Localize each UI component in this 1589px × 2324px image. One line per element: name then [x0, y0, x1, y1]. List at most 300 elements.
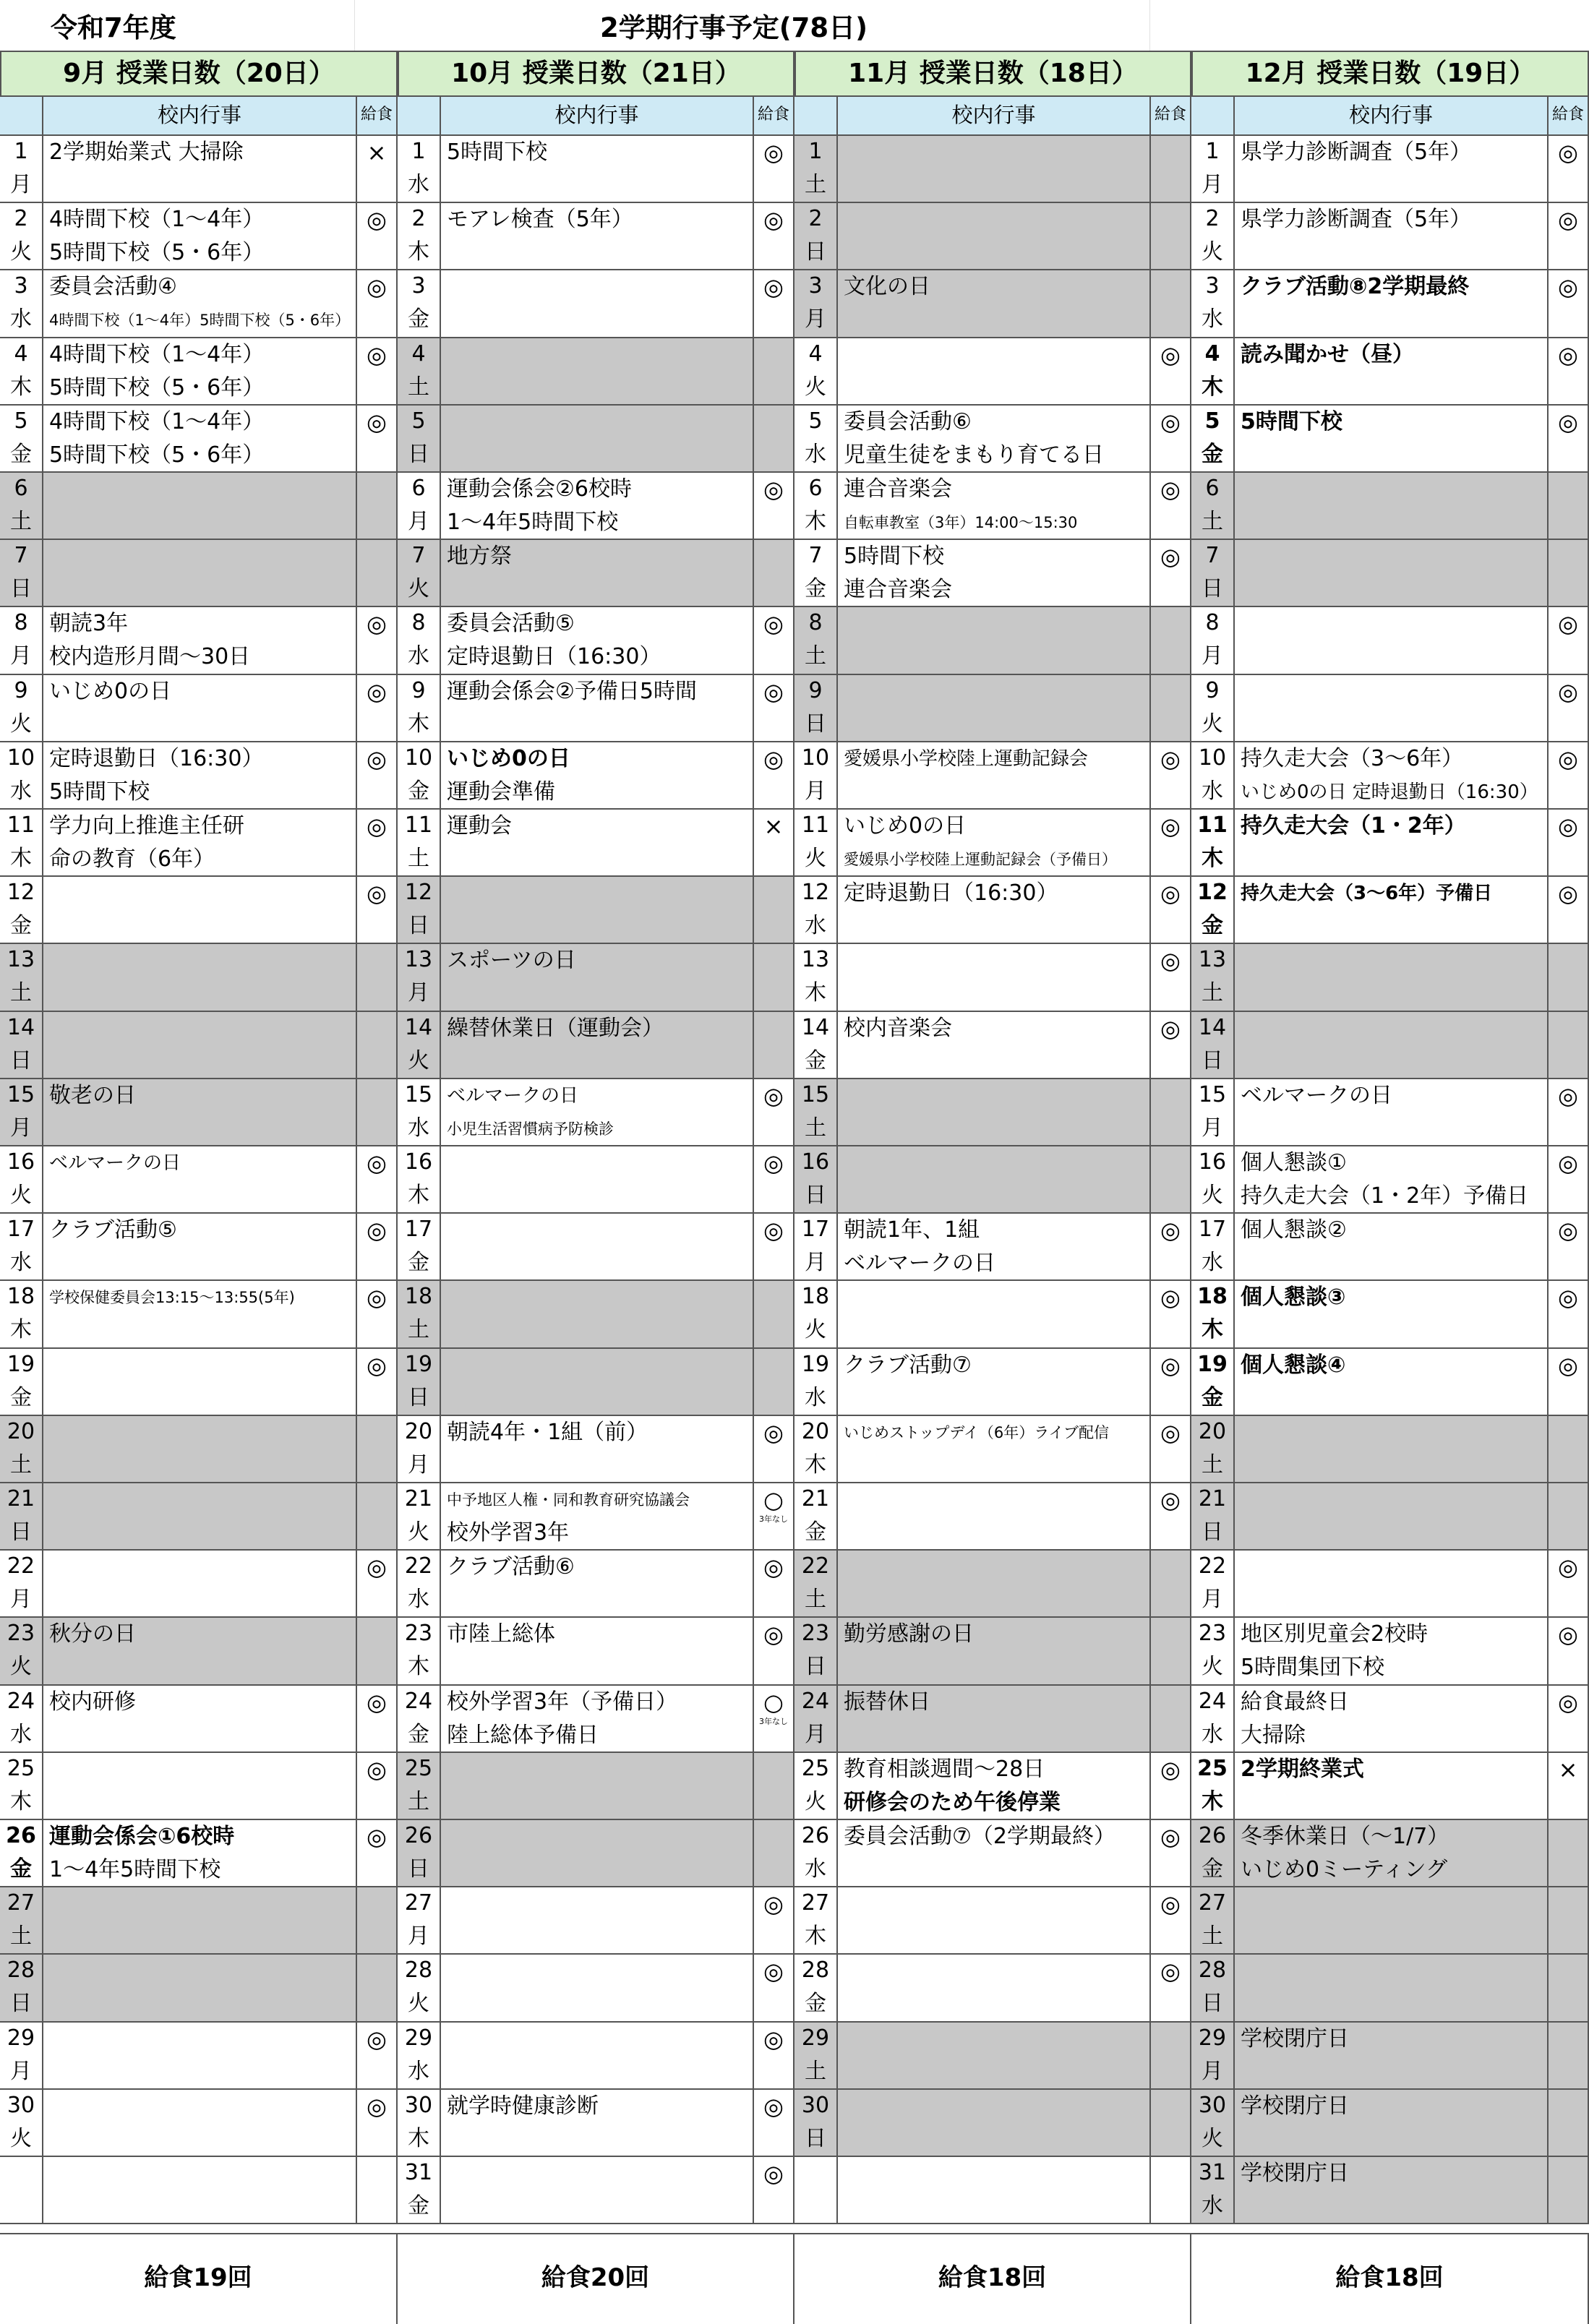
event-text: 5時間下校: [844, 544, 945, 569]
event-text: 定時退勤日（16:30）: [447, 644, 661, 669]
event-cell: [43, 1686, 357, 1753]
event-cell: [1235, 2157, 1549, 2224]
event-cell: [441, 742, 754, 810]
event-cell: [43, 607, 357, 675]
day-number: 3: [14, 273, 28, 299]
weekday: 火: [408, 576, 429, 601]
lunch-cell: [754, 2023, 794, 2090]
event-text: 4時間下校（1～4年）: [49, 409, 265, 434]
weekday: 水: [10, 1722, 32, 1747]
date-cell: [398, 1551, 441, 1618]
weekday: 火: [1202, 711, 1223, 737]
day-number: 26: [1198, 1823, 1227, 1848]
lunch-cell: [357, 742, 398, 810]
event-cell: [441, 270, 754, 338]
lunch-symbol: ◎: [367, 880, 387, 907]
weekday: 月: [408, 980, 429, 1006]
weekday: 火: [10, 711, 32, 737]
lunch-symbol: ◎: [1558, 745, 1578, 773]
event-cell: [441, 2157, 754, 2224]
event-text: 連合音楽会: [844, 476, 952, 502]
date-cell: [398, 473, 441, 540]
lunch-mark: [357, 406, 396, 439]
lunch-symbol: ◎: [1160, 947, 1181, 974]
weekday: 木: [805, 509, 826, 534]
day-number: 4: [411, 341, 426, 366]
day-number: 1: [808, 139, 823, 164]
lunch-mark: [754, 675, 793, 708]
date-cell: [794, 944, 838, 1012]
lunch-cell: [1151, 203, 1191, 270]
date-cell: [794, 270, 838, 338]
day-number: 11: [1197, 812, 1228, 838]
lunch-cell: [1549, 607, 1589, 675]
lunch-cell: [357, 675, 398, 742]
day-number: 24: [1198, 1689, 1227, 1714]
weekday: 火: [1202, 2126, 1223, 2151]
lunch-symbol: ◎: [1160, 476, 1181, 503]
lunch-mark: [1549, 1281, 1588, 1314]
lunch-cell: [1151, 1079, 1191, 1146]
lunch-cell: [357, 473, 398, 540]
day-number: 17: [801, 1217, 830, 1242]
day-number: 19: [404, 1352, 433, 1377]
weekday: 金: [805, 576, 826, 601]
event-cell: [441, 607, 754, 675]
lunch-symbol: ◎: [1160, 1890, 1181, 1918]
event-text: 陸上総体予備日: [447, 1723, 599, 1748]
event-cell: [43, 944, 357, 1012]
day-number: 2: [411, 206, 426, 231]
date-cell: [794, 1349, 838, 1416]
event-text: 児童生徒をまもり育てる日: [844, 442, 1104, 468]
event-cell: [838, 2157, 1151, 2224]
events-col-header: 校内行事: [1235, 97, 1549, 136]
event-cell: [441, 1820, 754, 1887]
date-cell: [1191, 1955, 1235, 2023]
event-text: 振替休日: [844, 1689, 930, 1715]
lunch-col-header: 給食: [1549, 97, 1589, 136]
event-text: 学力向上推進主任研: [49, 813, 244, 839]
day-number: 2: [14, 206, 28, 231]
day-number: 24: [404, 1689, 433, 1714]
lunch-symbol: ◎: [1160, 543, 1181, 570]
event-cell: [838, 877, 1151, 944]
weekday: 月: [805, 1722, 826, 1747]
lunch-cell: [357, 1079, 398, 1146]
day-number: 1: [14, 139, 28, 164]
weekday: 水: [408, 172, 429, 197]
lunch-mark: [1151, 877, 1190, 910]
event-cell: [43, 1281, 357, 1349]
lunch-cell: [357, 1753, 398, 1820]
date-cell: [0, 1955, 43, 2023]
day-number: 25: [404, 1756, 433, 1781]
lunch-mark: [754, 1618, 793, 1651]
day-number: 28: [7, 1958, 35, 1983]
day-number: [794, 2157, 836, 2190]
date-cell: [1191, 2023, 1235, 2090]
event-cell: [441, 1955, 754, 2023]
lunch-symbol: ◎: [367, 1149, 387, 1177]
event-cell: [838, 2090, 1151, 2157]
event-text: クラブ活動⑦: [844, 1352, 972, 1378]
date-cell: [794, 1753, 838, 1820]
event-cell: [1235, 203, 1549, 270]
event-text: 5時間下校: [1241, 409, 1342, 434]
weekday: 月: [10, 172, 32, 197]
lunch-cell: [1549, 270, 1589, 338]
date-cell: [794, 675, 838, 742]
weekday: 月: [805, 779, 826, 804]
weekday: 水: [1202, 1722, 1223, 1747]
lunch-symbol: ◎: [1558, 273, 1578, 301]
weekday: 金: [10, 1385, 32, 1410]
month-header: 10月 授業日数（21日）: [398, 51, 794, 97]
event-text: 校外学習3年: [447, 1520, 570, 1545]
event-text: 校外学習3年（予備日）: [447, 1689, 678, 1715]
lunch-symbol: ◎: [1160, 341, 1181, 369]
event-text: 朝読4年・1組（前）: [447, 1420, 648, 1445]
lunch-cell: [357, 810, 398, 877]
day-number: 16: [404, 1149, 433, 1175]
lunch-symbol: ◎: [763, 1890, 784, 1918]
lunch-cell: [357, 1483, 398, 1551]
event-text: 敬老の日: [49, 1083, 136, 1108]
event-text: 市陸上総体: [447, 1621, 555, 1647]
event-text: 地方祭: [447, 544, 512, 569]
lunch-cell: [357, 1820, 398, 1887]
date-cell: [1191, 675, 1235, 742]
lunch-cell: [1151, 1618, 1191, 1686]
weekday: 火: [805, 1789, 826, 1814]
day-number: 29: [404, 2025, 433, 2051]
day-number: 2: [808, 206, 823, 231]
day-number: 4: [1204, 341, 1220, 366]
date-cell: [1191, 1686, 1235, 1753]
day-number: 11: [7, 812, 35, 838]
lunch-symbol: ◎: [763, 678, 784, 706]
lunch-symbol: ◎: [763, 1217, 784, 1244]
lunch-mark: [1549, 1214, 1588, 1247]
weekday: 火: [10, 1183, 32, 1208]
weekday: 火: [408, 1048, 429, 1073]
lunch-mark: [1151, 742, 1190, 776]
event-cell: [1235, 1820, 1549, 1887]
date-cell: [1191, 203, 1235, 270]
date-cell: [794, 540, 838, 607]
lunch-mark: [754, 1146, 793, 1180]
event-text: 委員会活動⑦（2学期最終）: [844, 1824, 1115, 1849]
weekday: 木: [408, 2126, 429, 2151]
day-number: 18: [801, 1284, 830, 1309]
date-cell: [794, 2090, 838, 2157]
lunch-mark: [1549, 270, 1588, 304]
event-text: 運動会係会①6校時: [49, 1824, 235, 1849]
lunch-cell: [1549, 877, 1589, 944]
lunch-mark: [1549, 1753, 1588, 1786]
date-cell: [794, 2023, 838, 2090]
day-number: 21: [404, 1486, 433, 1512]
weekday: 金: [408, 306, 429, 332]
weekday: 日: [805, 2126, 826, 2151]
event-text: 5時間下校（5・6年）: [49, 240, 265, 265]
lunch-cell: [754, 1955, 794, 2023]
event-cell: [43, 2023, 357, 2090]
lunch-mark: [357, 1753, 396, 1786]
event-cell: [43, 742, 357, 810]
day-number: 15: [7, 1082, 35, 1107]
date-cell: [0, 1146, 43, 1214]
event-cell: [441, 810, 754, 877]
weekday: 木: [1202, 374, 1223, 400]
event-text: 朝読3年: [49, 611, 129, 636]
lunch-symbol: ◎: [763, 1149, 784, 1177]
day-number: 20: [801, 1419, 830, 1444]
event-cell: [441, 944, 754, 1012]
weekday: 日: [408, 1385, 429, 1410]
day-number: 12: [1197, 880, 1228, 905]
lunch-symbol: ◎: [1558, 1621, 1578, 1648]
lunch-symbol: ◎: [1160, 1352, 1181, 1379]
event-cell: [43, 1416, 357, 1483]
event-cell: [43, 1349, 357, 1416]
lunch-cell: [1549, 1012, 1589, 1079]
event-text: 5時間集団下校: [1241, 1655, 1385, 1680]
lunch-symbol: ◎: [1160, 1958, 1181, 1985]
event-text: 持久走大会（3～6年）: [1241, 746, 1464, 771]
date-col-header: [794, 97, 838, 136]
date-cell: [398, 1079, 441, 1146]
event-text: 個人懇談③: [1241, 1285, 1346, 1310]
event-cell: [838, 136, 1151, 203]
event-text: 大掃除: [1241, 1723, 1306, 1748]
lunch-mark: [1151, 1955, 1190, 1988]
weekday: 日: [408, 913, 429, 938]
event-cell: [43, 1551, 357, 1618]
lunch-symbol: ◎: [367, 1689, 387, 1716]
day-number: 13: [7, 947, 35, 972]
event-cell: [43, 1146, 357, 1214]
lunch-cell: [1549, 1887, 1589, 1955]
day-number: 2: [1205, 206, 1220, 231]
day-number: 28: [801, 1958, 830, 1983]
date-cell: [398, 2157, 441, 2224]
day-number: 6: [808, 476, 823, 501]
lunch-symbol: ◎: [1160, 812, 1181, 840]
weekday: 木: [1202, 1317, 1223, 1342]
lunch-cell: [1549, 473, 1589, 540]
day-number: 21: [1198, 1486, 1227, 1512]
date-cell: [398, 136, 441, 203]
lunch-cell: [1549, 1349, 1589, 1416]
lunch-mark: [754, 1955, 793, 1988]
event-cell: [1235, 2023, 1549, 2090]
lunch-symbol: ◎: [367, 2025, 387, 2053]
lunch-mark: [754, 810, 793, 843]
lunch-cell: [1151, 1012, 1191, 1079]
event-text: 学校閉庁日: [1241, 2161, 1349, 2186]
date-cell: [0, 1012, 43, 1079]
date-cell: [1191, 473, 1235, 540]
day-number: 3: [1205, 273, 1220, 299]
day-number: 7: [411, 543, 426, 568]
weekday: 木: [408, 711, 429, 737]
event-cell: [1235, 1887, 1549, 1955]
event-cell: [441, 2090, 754, 2157]
event-text: 就学時健康診断: [447, 2093, 599, 2119]
lunch-cell: [1549, 406, 1589, 473]
event-cell: [43, 1887, 357, 1955]
lunch-cell: [754, 2090, 794, 2157]
weekday: 土: [1202, 509, 1223, 534]
event-text: 定時退勤日（16:30）: [49, 746, 264, 771]
lunch-symbol: ◎: [763, 610, 784, 638]
event-cell: [838, 1281, 1151, 1349]
lunch-cell: [1151, 1416, 1191, 1483]
weekday: 月: [1202, 172, 1223, 197]
weekday: 日: [1202, 1048, 1223, 1073]
date-cell: [794, 203, 838, 270]
date-cell: [398, 1887, 441, 1955]
lunch-mark: [357, 338, 396, 372]
event-cell: [838, 1146, 1151, 1214]
event-cell: [441, 1618, 754, 1686]
lunch-cell: [357, 1686, 398, 1753]
event-cell: [1235, 1214, 1549, 1281]
lunch-mark: [357, 675, 396, 708]
date-cell: [794, 1012, 838, 1079]
event-text: 2学期終業式: [1241, 1757, 1364, 1782]
date-cell: [794, 473, 838, 540]
event-cell: [838, 1686, 1151, 1753]
event-text: 冬季休業日（～1/7）: [1241, 1824, 1449, 1849]
month-header: 12月 授業日数（19日）: [1191, 51, 1589, 97]
event-text: 朝読1年、1組: [844, 1217, 980, 1243]
lunch-mark: [1151, 406, 1190, 439]
date-cell: [398, 1483, 441, 1551]
day-number: 23: [7, 1621, 35, 1646]
lunch-symbol: ◎: [367, 1823, 387, 1851]
lunch-cell: [1549, 810, 1589, 877]
events-col-header: 校内行事: [838, 97, 1151, 136]
lunch-cell: [357, 1146, 398, 1214]
lunch-symbol: ◎: [1160, 408, 1181, 436]
lunch-mark: [754, 1483, 793, 1524]
date-cell: [398, 2023, 441, 2090]
day-number: 16: [7, 1149, 35, 1175]
lunch-count-footer: 給食20回: [398, 2233, 794, 2324]
lunch-symbol: ◎: [1558, 1352, 1578, 1379]
day-number: 15: [404, 1082, 433, 1107]
event-text: いじめ0の日 定時退勤日（16:30）: [1241, 781, 1538, 803]
day-number: 19: [801, 1352, 830, 1377]
day-number: 22: [1198, 1553, 1227, 1579]
lunch-cell: [1549, 1820, 1589, 1887]
event-cell: [838, 1551, 1151, 1618]
day-number: 1: [411, 139, 426, 164]
event-text: 県学力診断調査（5年）: [1241, 140, 1472, 165]
event-text: 運動会: [447, 813, 512, 839]
weekday: 月: [10, 1115, 32, 1141]
event-cell: [1235, 877, 1549, 944]
event-text: 小児生活習慣病予防検診: [447, 1120, 614, 1138]
date-cell: [398, 607, 441, 675]
weekday: 日: [408, 442, 429, 467]
lunch-cell: [357, 607, 398, 675]
event-cell: [441, 338, 754, 406]
weekday: 日: [1202, 576, 1223, 601]
event-cell: [441, 1686, 754, 1753]
lunch-cell: [357, 1281, 398, 1349]
weekday: [794, 2190, 836, 2224]
event-cell: [1235, 675, 1549, 742]
date-cell: [1191, 1349, 1235, 1416]
event-text: 5時間下校: [49, 779, 150, 805]
event-cell: [838, 406, 1151, 473]
lunch-cell: [1549, 1483, 1589, 1551]
lunch-mark: [1151, 1214, 1190, 1247]
day-number: 27: [1198, 1890, 1227, 1916]
month-header: 11月 授業日数（18日）: [794, 51, 1191, 97]
event-cell: [441, 1214, 754, 1281]
lunch-mark: [357, 810, 396, 843]
lunch-mark: [357, 203, 396, 236]
event-cell: [1235, 607, 1549, 675]
date-cell: [1191, 1012, 1235, 1079]
event-text: ベルマークの日: [844, 1251, 995, 1276]
event-text: 1～4年5時間下校: [49, 1857, 221, 1882]
day-number: 19: [7, 1352, 35, 1377]
lunch-cell: [1549, 1686, 1589, 1753]
event-text: 校内研修: [49, 1689, 136, 1715]
lunch-cell: [1151, 1146, 1191, 1214]
lunch-cell: [754, 877, 794, 944]
weekday: 金: [408, 2193, 429, 2218]
day-number: 15: [801, 1082, 830, 1107]
day-number: 30: [7, 2093, 35, 2118]
day-number: 3: [808, 273, 823, 299]
event-cell: [1235, 1349, 1549, 1416]
lunch-mark: [357, 1146, 396, 1180]
lunch-mark: [1549, 136, 1588, 169]
lunch-mark: [1151, 1012, 1190, 1045]
weekday: 月: [805, 306, 826, 332]
lunch-symbol: ◎: [763, 206, 784, 233]
date-cell: [794, 1686, 838, 1753]
weekday: 月: [408, 1452, 429, 1478]
lunch-symbol: ◎: [763, 476, 784, 503]
lunch-cell: [754, 810, 794, 877]
event-cell: [441, 1887, 754, 1955]
event-cell: [43, 1753, 357, 1820]
lunch-cell: [754, 406, 794, 473]
weekday: 土: [805, 172, 826, 197]
event-text: いじめ0の日: [447, 746, 570, 771]
date-cell: [1191, 1887, 1235, 1955]
lunch-cell: [1549, 1955, 1589, 2023]
lunch-cell: [1151, 540, 1191, 607]
date-cell: [794, 1887, 838, 1955]
lunch-mark: [754, 1887, 793, 1921]
events-col-header: 校内行事: [441, 97, 754, 136]
weekday: 土: [10, 1452, 32, 1478]
date-cell: [794, 136, 838, 203]
lunch-mark: [1549, 406, 1588, 439]
event-text: 委員会活動⑥: [844, 409, 972, 434]
lunch-mark: [357, 877, 396, 910]
weekday: 日: [805, 1654, 826, 1679]
